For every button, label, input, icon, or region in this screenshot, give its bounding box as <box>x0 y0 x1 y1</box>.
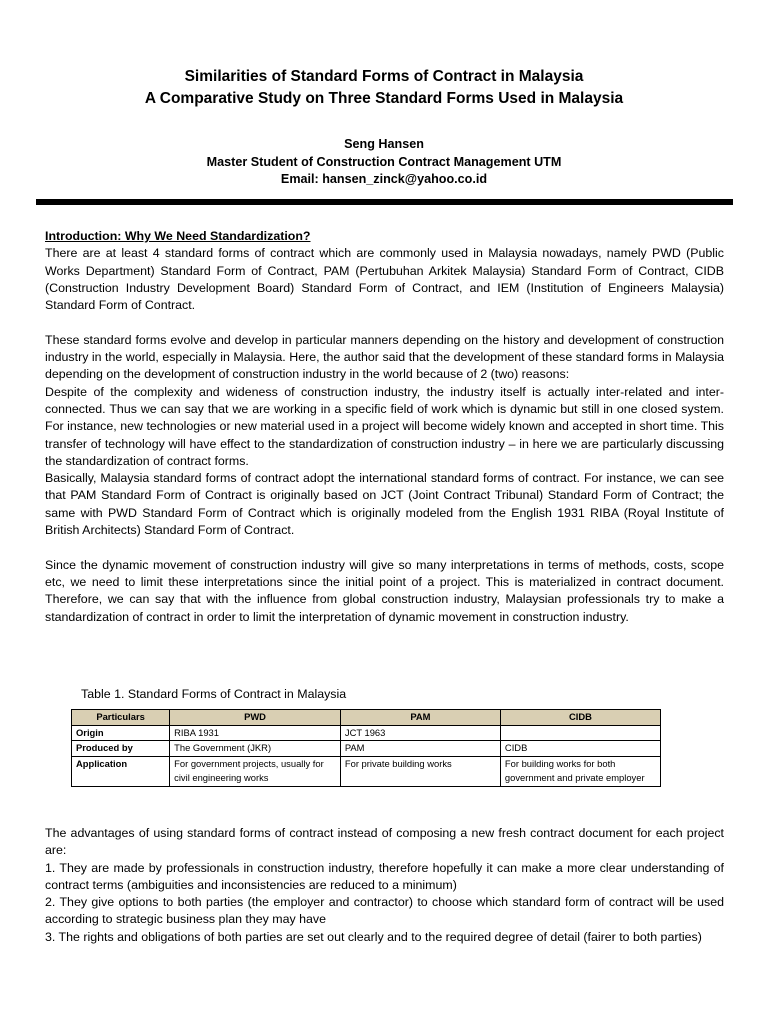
paragraph: These standard forms evolve and develop in particular manners depending on the history and development of construction industry in the world, especially in Malaysia. Here, the author said that the development of these standard forms in Malaysia depending on the development of construction industry in the world because of 2 (two) reasons: <box>45 332 724 382</box>
paragraph: There are at least 4 standard forms of contract which are commonly used in Malaysia nowadays, namely PWD (Public Works Department) Standard Form of Contract, PAM (Pertubuhan Arkitek Malaysia) Standard Form of Contract, CIDB (Construction Industry Development Board) Standard Form of Contract, and IEM (Institution of Engineers Malaysia) Standard Form of Contract. <box>45 246 724 313</box>
row-label: Produced by <box>72 741 170 757</box>
list-item: 3. The rights and obligations of both parties are set out clearly and to the required degree of detail (fairer to both parties) <box>45 929 702 944</box>
paragraph: Despite of the complexity and wideness of construction industry, the industry itself is actually inter-related and inter-connected. Thus we can say that we are working in a specific field of work which is dynamic but still in one closed system. For instance, new technologies or new material used in a project will become widely known and accepted in short time. This transfer of technology will have effect to the standardization of construction industry – in here we are particularly discussing the standardization of contract forms. <box>45 384 724 468</box>
author-email: Email: hansen_zinck@yahoo.co.id <box>280 172 488 186</box>
author-block <box>0 136 768 189</box>
advantages-section <box>45 825 724 946</box>
table-cell: For government projects, usually for civil engineering works <box>170 756 341 786</box>
table-cell: For private building works <box>340 756 500 786</box>
list-item: 1. They are made by professionals in construction industry, therefore hopefully it can make a more clear understanding of contract terms (ambiguities and inconsistencies are reduced to a minimum) <box>45 860 724 892</box>
table-row <box>72 741 661 757</box>
document-title: Similarities of Standard Forms of Contract in Malaysia <box>184 68 584 85</box>
table-row <box>72 725 661 741</box>
table-cell: For building works for both government and private employer <box>500 756 660 786</box>
header-cell: PWD <box>170 710 341 726</box>
header-cell: CIDB <box>500 710 660 726</box>
table-header-row <box>72 710 661 726</box>
table-cell <box>500 725 660 741</box>
paragraph: Basically, Malaysia standard forms of contract adopt the international standard forms of contract. For instance, we can see that PAM Standard Form of Contract is originally based on JCT (Joint Contract Tribunal) Standard Form of Contract; the same with PWD Standard Form of Contract which is originally modeled from the English 1931 RIBA (Royal Institute of British Architects) Standard Form of Contract. <box>45 471 724 538</box>
table-cell: The Government (JKR) <box>170 741 341 757</box>
section-heading: Introduction: Why We Need Standardization? <box>45 229 311 243</box>
table-cell: RIBA 1931 <box>170 725 341 741</box>
paragraph: Since the dynamic movement of construction industry will give so many interpretations in terms of methods, costs, scope etc, we need to limit these interpretations since the initial point of a project. This is materialized in contract document. Therefore, we can say that with the influence from global construction industry, Malaysian professionals try to make a standardization of contract in order to limit the interpretation of dynamic movement in construction industry. <box>45 557 724 624</box>
header-divider <box>36 199 733 205</box>
table-cell: PAM <box>340 741 500 757</box>
standard-forms-table <box>71 709 661 787</box>
introduction-section <box>45 228 724 626</box>
author-role: Master Student of Construction Contract Management UTM <box>206 154 562 169</box>
header-cell: Particulars <box>72 710 170 726</box>
document-subtitle: A Comparative Study on Three Standard Forms Used in Malaysia <box>144 90 624 107</box>
table-row <box>72 756 661 786</box>
paragraph: The advantages of using standard forms of contract instead of composing a new fresh contract document for each project are: <box>45 826 724 858</box>
header-cell: PAM <box>340 710 500 726</box>
author-name: Seng Hansen <box>344 137 424 151</box>
table-caption: Table 1. Standard Forms of Contract in Malaysia <box>81 687 347 701</box>
row-label: Application <box>72 756 170 786</box>
table-cell: CIDB <box>500 741 660 757</box>
title-block <box>0 66 768 110</box>
list-item: 2. They give options to both parties (the employer and contractor) to choose which standard form of contract will be used according to strategic business plan they may have <box>45 895 724 927</box>
row-label: Origin <box>72 725 170 741</box>
table-cell: JCT 1963 <box>340 725 500 741</box>
